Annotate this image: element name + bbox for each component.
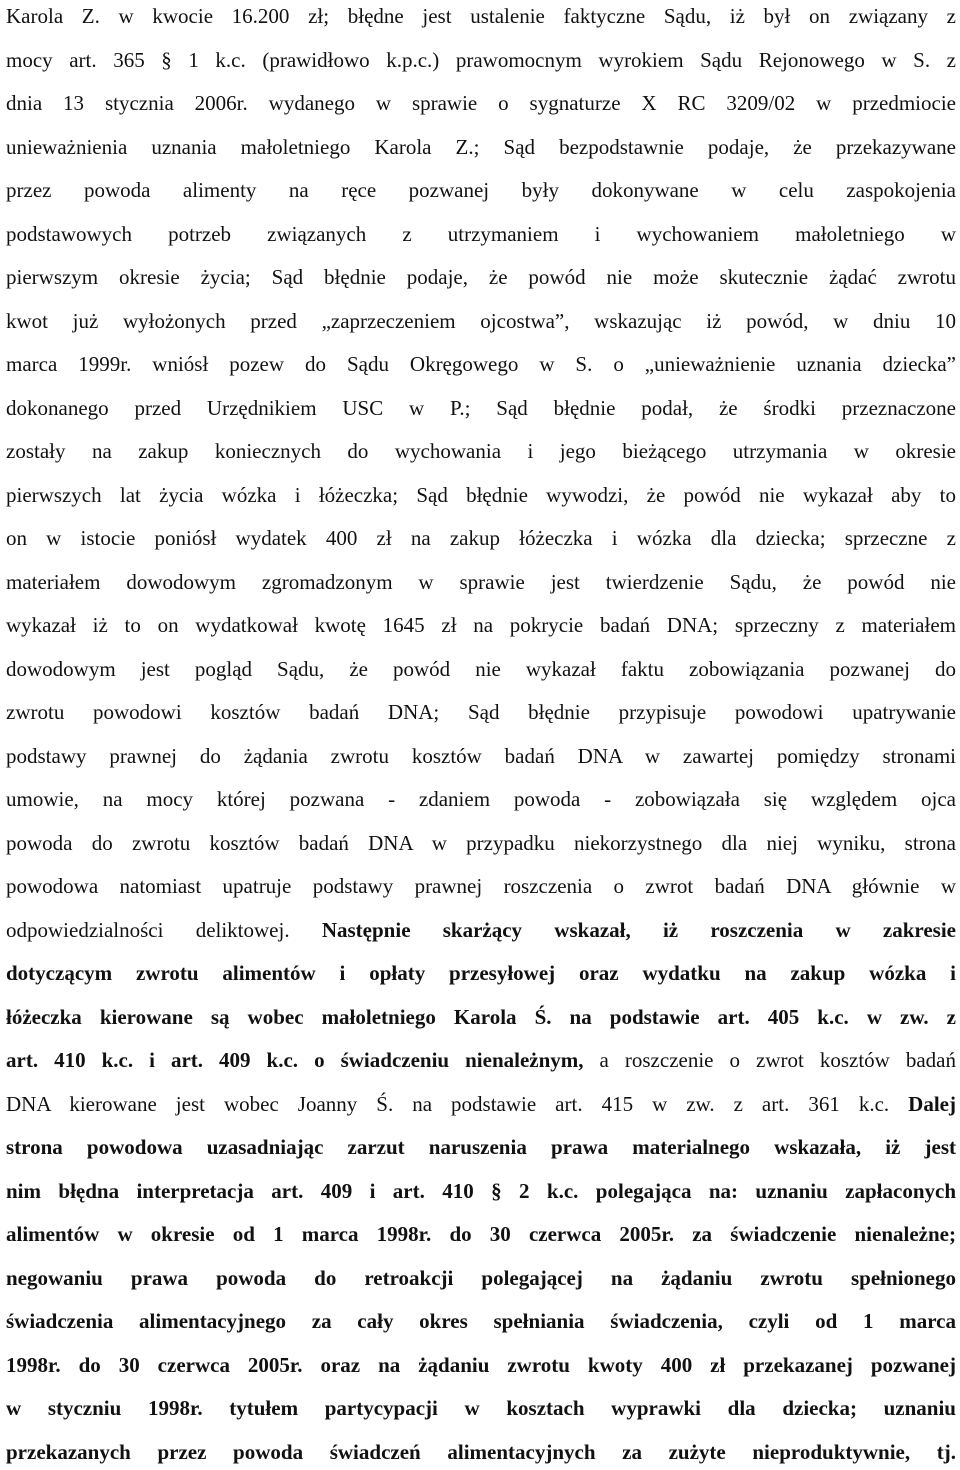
text-line (6, 961, 956, 991)
text-segment: on w istocie poniósł wydatek 400 zł na zakup łóżeczka i wózka dla dziecka; sprzeczne z (6, 526, 956, 550)
bold-text-segment: dotyczącym zwrotu alimentów i opłaty przesyłowej oraz wydatku na zakup wózka i (6, 961, 956, 985)
text-segment: pierwszych lat życia wózka i łóżeczka; Sąd błędnie wywodzi, że powód nie wykazał aby to (6, 483, 956, 507)
bold-text-segment: 1998r. do 30 czerwca 2005r. oraz na żądaniu zwrotu kwoty 400 zł przekazanej pozwanej (6, 1353, 956, 1377)
text-line (6, 1179, 956, 1209)
text-segment: dowodowym jest pogląd Sądu, że powód nie wykazał faktu zobowiązania pozwanej do (6, 657, 956, 681)
text-segment: zostały na zakup koniecznych do wychowania i jego bieżącego utrzymania w okresie (6, 439, 956, 463)
text-segment: zwrotu powodowi kosztów badań DNA; Sąd błędnie przypisuje powodowi upatrywanie (6, 700, 956, 724)
text-line (6, 178, 956, 208)
text-line (6, 1048, 956, 1078)
bold-text-segment: nim błędna interpretacja art. 409 i art. 410 § 2 k.c. polegająca na: uznaniu zapłaconych (6, 1179, 956, 1203)
bold-text-segment: przekazanych przez powoda świadczeń alimentacyjnych za zużyte nieproduktywnie, tj. (6, 1440, 956, 1464)
bold-text-segment: art. 410 k.c. i art. 409 k.c. o świadczeniu nienależnym, (6, 1048, 584, 1072)
text-segment: kwot już wyłożonych przed „zaprzeczeniem ojcostwa”, wskazując iż powód, w dniu 10 (6, 309, 956, 333)
text-segment: podstawowych potrzeb związanych z utrzymaniem i wychowaniem małoletniego w (6, 222, 956, 246)
text-line (6, 483, 956, 513)
text-line (6, 700, 956, 730)
text-line (6, 1309, 956, 1339)
text-line (6, 439, 956, 469)
text-line (6, 744, 956, 774)
text-line (6, 831, 956, 861)
text-segment: powodowa natomiast upatruje podstawy prawnej roszczenia o zwrot badań DNA głównie w (6, 874, 956, 898)
text-segment: przez powoda alimenty na ręce pozwanej były dokonywane w celu zaspokojenia (6, 178, 956, 202)
text-segment: pierwszym okresie życia; Sąd błędnie podaje, że powód nie może skutecznie żądać zwrotu (6, 265, 956, 289)
text-segment: dokonanego przed Urzędnikiem USC w P.; Sąd błędnie podał, że środki przeznaczone (6, 396, 956, 420)
text-line (6, 222, 956, 252)
text-line (6, 135, 956, 165)
text-segment: marca 1999r. wniósł pozew do Sądu Okręgowego w S. o „unieważnienie uznania dziecka” (6, 352, 956, 376)
text-line (6, 1353, 956, 1383)
text-line (6, 1092, 956, 1122)
text-line (6, 657, 956, 687)
text-line (6, 4, 956, 34)
text-line (6, 787, 956, 817)
text-line (6, 48, 956, 78)
text-line (6, 1396, 956, 1426)
text-segment: DNA kierowane jest wobec Joanny Ś. na podstawie art. 415 w zw. z art. 361 k.c. (6, 1092, 909, 1116)
text-line (6, 1266, 956, 1296)
bold-text-segment: w styczniu 1998r. tytułem partycypacji w kosztach wyprawki dla dziecka; uznaniu (6, 1396, 956, 1420)
text-line (6, 352, 956, 382)
text-line (6, 91, 956, 121)
text-segment: mocy art. 365 § 1 k.c. (prawidłowo k.p.c.) prawomocnym wyrokiem Sądu Rejonowego w S. z (6, 48, 956, 72)
text-line (6, 265, 956, 295)
text-segment: powoda do zwrotu kosztów badań DNA w przypadku niekorzystnego dla niej wyniku, strona (6, 831, 956, 855)
bold-text-segment: świadczenia alimentacyjnego za cały okres spełniania świadczenia, czyli od 1 marca (6, 1309, 956, 1333)
bold-text-segment: negowaniu prawa powoda do retroakcji polegającej na żądaniu zwrotu spełnionego (6, 1266, 956, 1290)
text-line (6, 874, 956, 904)
text-segment: wykazał iż to on wydatkował kwotę 1645 zł na pokrycie badań DNA; sprzeczny z materiałem (6, 613, 956, 637)
text-line (6, 396, 956, 426)
text-line (6, 1440, 956, 1470)
text-line (6, 526, 956, 556)
text-segment: podstawy prawnej do żądania zwrotu kosztów badań DNA w zawartej pomiędzy stronami (6, 744, 956, 768)
bold-text-segment: strona powodowa uzasadniając zarzut naruszenia prawa materialnego wskazała, iż jest (6, 1135, 956, 1159)
bold-text-segment: Dalej (908, 1092, 956, 1116)
bold-text-segment: Następnie skarżący wskazał, iż roszczenia w zakresie (321, 918, 956, 942)
text-line (6, 570, 956, 600)
text-segment: umowie, na mocy której pozwana - zdaniem powoda - zobowiązała się względem ojca (6, 787, 956, 811)
text-line (6, 309, 956, 339)
bold-text-segment: alimentów w okresie od 1 marca 1998r. do 30 czerwca 2005r. za świadczenie nienależne; (6, 1222, 956, 1246)
text-segment: materiałem dowodowym zgromadzonym w sprawie jest twierdzenie Sądu, że powód nie (6, 570, 956, 594)
text-line (6, 613, 956, 643)
text-line (6, 1135, 956, 1165)
bold-text-segment: łóżeczka kierowane są wobec małoletniego Karola Ś. na podstawie art. 405 k.c. w zw. z (6, 1005, 956, 1029)
text-segment: unieważnienia uznania małoletniego Karola Z.; Sąd bezpodstawnie podaje, że przekazywane (6, 135, 956, 159)
text-segment: Karola Z. w kwocie 16.200 zł; błędne jest ustalenie faktyczne Sądu, iż był on związany z (6, 4, 956, 28)
text-line (6, 1005, 956, 1035)
text-segment: dnia 13 stycznia 2006r. wydanego w sprawie o sygnaturze X RC 3209/02 w przedmiocie (6, 91, 956, 115)
text-segment: odpowiedzialności deliktowej. (6, 918, 322, 942)
text-segment: a roszczenie o zwrot kosztów badań (583, 1048, 956, 1072)
text-line (6, 918, 956, 948)
text-line (6, 1222, 956, 1252)
